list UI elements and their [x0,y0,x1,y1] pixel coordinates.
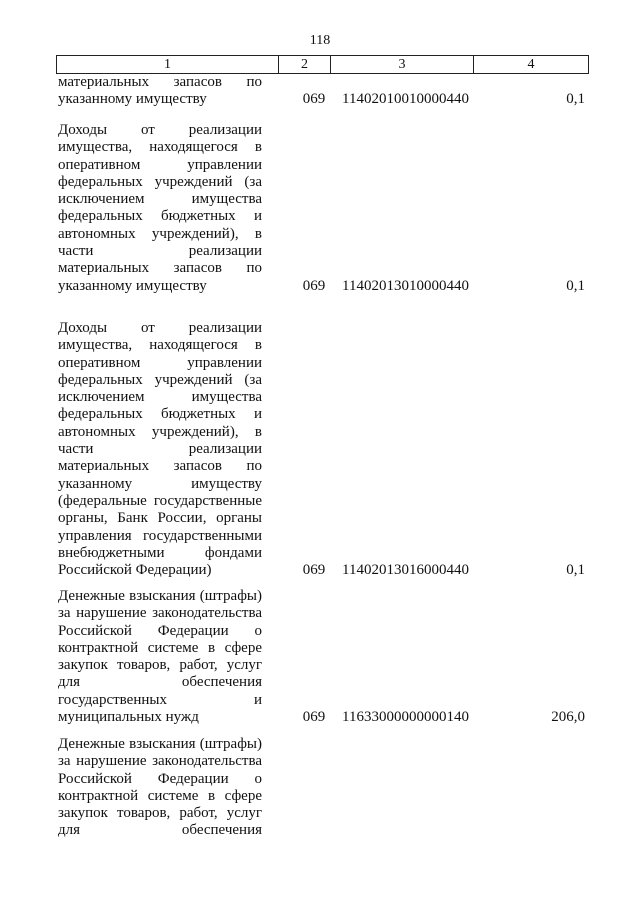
description-line: федеральных учреждений (за [58,173,262,190]
description-line: имущества, находящегося в [58,337,262,354]
page-number: 118 [309,33,331,48]
row-kbk: 11402010010000440 [342,91,469,108]
table-row [58,320,587,579]
description-line: указанному имуществу [58,277,207,294]
table-row [58,588,587,726]
row-kbk: 11633000000000140 [342,709,469,726]
row-description [58,74,262,109]
row-value: 0,1 [566,91,585,108]
description-line: оперативном управлении [58,156,262,173]
description-line: оперативном управлении [58,354,262,371]
table-row [58,74,587,109]
header-col-3: 3 [331,56,474,73]
description-line: закупок товаров, работ, услуг [58,657,262,674]
description-line: исключением имущества [58,191,262,208]
row-description [58,588,262,726]
description-line: федеральных учреждений (за [58,371,262,388]
description-line: контрактной системе в сфере [58,639,262,656]
description-line: автономных учреждений), в [58,225,262,242]
description-line: Доходы от реализации [58,122,262,138]
description-line: Российской Федерации) [58,562,212,579]
description-line: указанному имуществу [58,91,207,108]
description-line: управления государственными [58,527,262,544]
row-code: 069 [302,709,326,726]
description-line: Российской Федерации о [58,770,262,787]
description-line: закупок товаров, работ, услуг [58,805,262,822]
description-line: за нарушение законодательства [58,605,262,622]
description-line: контрактной системе в сфере [58,787,262,804]
row-value: 206,0 [551,709,585,726]
description-line: внебюджетными фондами [58,544,262,561]
row-code: 069 [302,91,326,108]
header-col-2: 2 [279,56,331,73]
table-row [58,122,587,295]
table-header [56,55,589,74]
row-code: 069 [302,562,326,579]
row-value: 0,1 [566,562,585,579]
header-col-1: 1 [57,56,279,73]
description-line: федеральных бюджетных и [58,208,262,225]
description-line: части реализации [58,243,262,260]
description-line: Доходы от реализации [58,320,262,336]
header-col-4: 4 [527,57,535,72]
description-line: Российской Федерации о [58,622,262,639]
description-line: Денежные взыскания (штрафы) [58,588,262,604]
description-line: за нарушение законодательства [58,753,262,770]
row-description [58,736,262,840]
row-value: 0,1 [566,277,585,294]
description-line: указанному имуществу [58,475,262,492]
description-line: федеральных бюджетных и [58,406,262,423]
row-code: 069 [302,277,326,294]
description-line: материальных запасов по [58,458,262,475]
description-line: органы, Банк России, органы [58,510,262,527]
row-kbk: 11402013010000440 [342,277,469,294]
description-line: материальных запасов по [58,74,262,90]
description-line: (федеральные государственные [58,492,262,509]
description-line: государственных и [58,691,262,708]
description-line: части реализации [58,441,262,458]
description-line: муниципальных нужд [58,709,199,726]
description-line: автономных учреждений), в [58,423,262,440]
row-kbk: 11402013016000440 [342,562,469,579]
row-description [58,122,262,295]
description-line: имущества, находящегося в [58,139,262,156]
description-line: Денежные взыскания (штрафы) [58,736,262,752]
description-line: материальных запасов по [58,260,262,277]
description-line: исключением имущества [58,389,262,406]
table-row [58,736,587,840]
description-line: для обеспечения [58,822,262,839]
row-description [58,320,262,579]
description-line: для обеспечения [58,674,262,691]
